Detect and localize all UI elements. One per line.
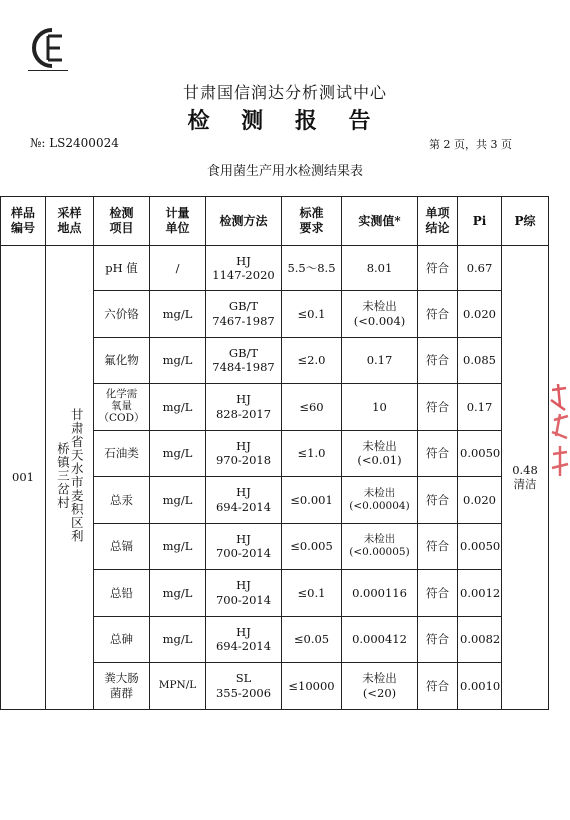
unit: mg/L — [150, 430, 206, 477]
col-header: 检测方法 — [206, 197, 282, 246]
item-name: pH 值 — [94, 246, 150, 291]
table-row — [1, 246, 549, 291]
pi-value: 0.085 — [458, 337, 502, 384]
unit: mg/L — [150, 337, 206, 384]
unit: mg/L — [150, 477, 206, 524]
col-header: 单项 结论 — [418, 197, 458, 246]
method: HJ 970-2018 — [206, 430, 282, 477]
pi-value: 0.020 — [458, 477, 502, 524]
measured-value: 未检出 (<0.00005) — [342, 523, 418, 570]
standard: ≤2.0 — [282, 337, 342, 384]
pi-value: 0.0050 — [458, 430, 502, 477]
pi-value: 0.0012 — [458, 570, 502, 617]
measured-value: 10 — [342, 384, 418, 431]
col-header: 采样 地点 — [46, 197, 94, 246]
method: HJ 700-2014 — [206, 570, 282, 617]
unit: MPN/L — [150, 663, 206, 710]
standard: ≤60 — [282, 384, 342, 431]
unit: mg/L — [150, 570, 206, 617]
standard: ≤0.05 — [282, 616, 342, 663]
method: HJ 700-2014 — [206, 523, 282, 570]
unit: mg/L — [150, 523, 206, 570]
conclusion: 符合 — [418, 477, 458, 524]
measured-value: 8.01 — [342, 246, 418, 291]
standard: ≤0.1 — [282, 291, 342, 338]
item-name: 石油类 — [94, 430, 150, 477]
measured-value: 未检出 (<0.004) — [342, 291, 418, 338]
p-composite: 0.48 清洁 — [502, 246, 549, 710]
conclusion: 符合 — [418, 616, 458, 663]
report-title: 检 测 报 告 — [187, 108, 383, 134]
conclusion: 符合 — [418, 570, 458, 617]
item-name: 总砷 — [94, 616, 150, 663]
standard: ≤0.1 — [282, 570, 342, 617]
col-header: 实测值* — [342, 197, 418, 246]
organization-name: 甘肃国信润达分析测试中心 — [182, 83, 387, 102]
item-name: 氟化物 — [94, 337, 150, 384]
method: GB/T 7484-1987 — [206, 337, 282, 384]
item-name: 六价铬 — [94, 291, 150, 338]
pi-value: 0.67 — [458, 246, 502, 291]
page-info: 第 2 页，共 3 页 — [429, 138, 512, 151]
method: SL 355-2006 — [206, 663, 282, 710]
measured-value: 未检出 (<20) — [342, 663, 418, 710]
unit: mg/L — [150, 384, 206, 431]
results-table — [0, 196, 549, 710]
item-name: 总铅 — [94, 570, 150, 617]
unit: mg/L — [150, 291, 206, 338]
standard: ≤1.0 — [282, 430, 342, 477]
conclusion: 符合 — [418, 246, 458, 291]
method: HJ 694-2014 — [206, 477, 282, 524]
col-header: Pi — [458, 197, 502, 246]
item-name: 化学需 氧量 （COD） — [94, 384, 150, 431]
item-name: 粪大肠 菌群 — [94, 663, 150, 710]
col-header: 标准 要求 — [282, 197, 342, 246]
conclusion: 符合 — [418, 384, 458, 431]
pi-value: 0.17 — [458, 384, 502, 431]
sample-id: 001 — [1, 246, 46, 710]
pi-value: 0.0050 — [458, 523, 502, 570]
col-header: 样品 编号 — [1, 197, 46, 246]
conclusion: 符合 — [418, 523, 458, 570]
standard: ≤0.005 — [282, 523, 342, 570]
measured-value: 未检出 (<0.00004) — [342, 477, 418, 524]
method: HJ 828-2017 — [206, 384, 282, 431]
measured-value: 0.000116 — [342, 570, 418, 617]
table-title: 食用菌生产用水检测结果表 — [206, 164, 363, 179]
conclusion: 符合 — [418, 430, 458, 477]
item-name: 总镉 — [94, 523, 150, 570]
method: HJ 694-2014 — [206, 616, 282, 663]
method: GB/T 7467-1987 — [206, 291, 282, 338]
unit: mg/L — [150, 616, 206, 663]
unit: / — [150, 246, 206, 291]
conclusion: 符合 — [418, 291, 458, 338]
standard: ≤0.001 — [282, 477, 342, 524]
standard: 5.5～8.5 — [282, 246, 342, 291]
standard: ≤10000 — [282, 663, 342, 710]
method: HJ 1147-2020 — [206, 246, 282, 291]
col-header: 检测 项目 — [94, 197, 150, 246]
conclusion: 符合 — [418, 663, 458, 710]
item-name: 总汞 — [94, 477, 150, 524]
pi-value: 0.0010 — [458, 663, 502, 710]
sample-location: 甘肃省天水市麦积区利桥镇三岔村 — [46, 246, 94, 710]
col-header: P综 — [502, 197, 549, 246]
measured-value: 0.000412 — [342, 616, 418, 663]
report-number: №: LS2400024 — [30, 136, 119, 150]
table-header-row — [1, 197, 549, 246]
conclusion: 符合 — [418, 337, 458, 384]
col-header: 计量 单位 — [150, 197, 206, 246]
measured-value: 0.17 — [342, 337, 418, 384]
stamp-fragment — [548, 380, 570, 500]
pi-value: 0.0082 — [458, 616, 502, 663]
measured-value: 未检出 (<0.01) — [342, 430, 418, 477]
pi-value: 0.020 — [458, 291, 502, 338]
cma-logo — [22, 22, 76, 76]
